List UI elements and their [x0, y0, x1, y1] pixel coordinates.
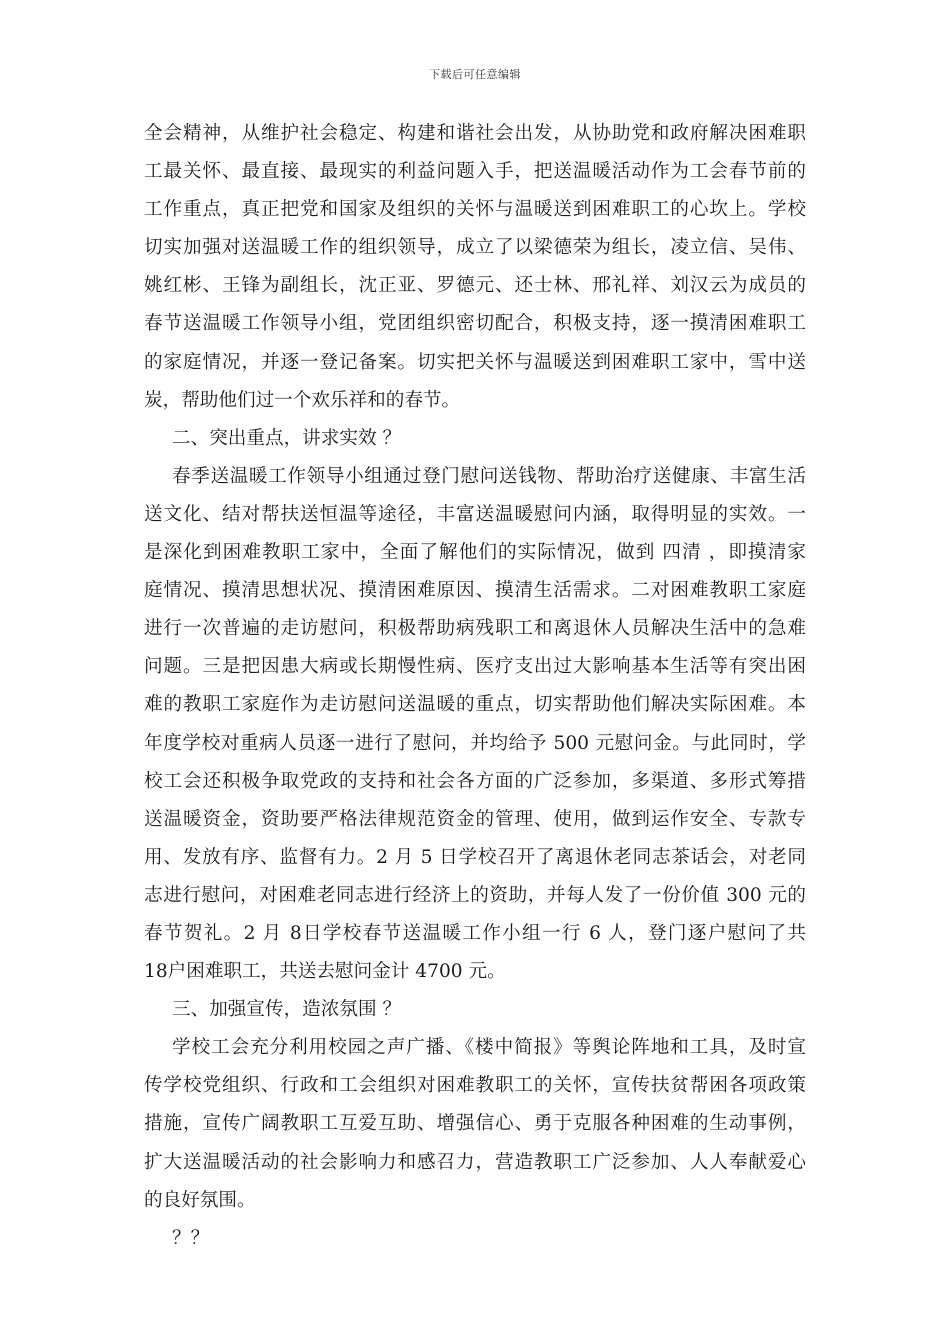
text-line: 切实加强对送温暖工作的组织领导，成立了以梁德荣为组长，凌立信、吴伟、: [144, 237, 806, 259]
text-line: 的良好氛围。: [144, 1189, 256, 1211]
text-line: 送温暖资金，资助要严格法律规范资金的管理、使用，做到运作安全、专款专: [144, 808, 806, 830]
text-line: 用、发放有序、监督有力。2 月 5 日学校召开了离退休老同志茶话会，对老同: [144, 846, 806, 868]
text-line: 18户困难职工，共送去慰问金计 4700 元。: [144, 961, 506, 983]
text-line: 送文化、结对帮扶送恒温等途径，丰富送温暖慰问内涵，取得明显的实效。一: [144, 503, 806, 525]
text-line: 工作重点，真正把党和国家及组织的关怀与温暖送到困难职工的心坎上。学校: [144, 199, 806, 221]
text-line: 三、加强宣传，造浓氛围 ？: [172, 999, 402, 1021]
text-line: ？？: [172, 1227, 210, 1249]
text-line: 措施，宣传广阔教职工互爱互助、增强信心、勇于克服各种困难的生动事例，: [144, 1113, 806, 1135]
text-line: 炭，帮助他们过一个欢乐祥和的春节。: [144, 389, 461, 411]
text-line: 进行一次普遍的走访慰问，积极帮助病残职工和离退休人员解决生活中的急难: [144, 618, 806, 640]
text-line: 二、突出重点，讲求实效 ？: [172, 427, 402, 449]
text-line: 的家庭情况，并逐一登记备案。切实把关怀与温暖送到困难职工家中，雪中送: [144, 351, 806, 373]
text-line: 年度学校对重病人员逐一进行了慰问，并均给予 500 元慰问金。与此同时，学: [144, 732, 806, 754]
header-note: 下载后可任意编辑: [429, 68, 521, 81]
document-body: [144, 115, 806, 1258]
text-line: 问题。三是把因患大病或长期慢性病、医疗支出过大影响基本生活等有突出困: [144, 656, 806, 678]
text-line: 校工会还积极争取党政的支持和社会各方面的广泛参加，多渠道、多形式筹措: [144, 770, 806, 792]
text-line: 春季送温暖工作领导小组通过登门慰问送钱物、帮助治疗送健康、丰富生活: [172, 465, 806, 487]
text-line: 姚红彬、王锋为副组长，沈正亚、罗德元、还士林、邢礼祥、刘汉云为成员的: [144, 275, 806, 297]
text-line: 春节贺礼。2 月 8日学校春节送温暖工作小组一行 6 人，登门逐户慰问了共: [144, 922, 806, 944]
text-line: 全会精神，从维护社会稳定、构建和谐社会出发，从协助党和政府解决困难职: [144, 123, 806, 144]
text-line: 庭情况、摸清思想状况、摸清困难原因、摸清生活需求。二对困难教职工家庭: [144, 580, 806, 602]
text-line: 志进行慰问，对困难老同志进行经济上的资助，并每人发了一份价值 300 元的: [144, 884, 806, 906]
text-line: 学校工会充分利用校园之声广播、《楼中简报》等舆论阵地和工具，及时宣: [172, 1037, 806, 1059]
text-line: 工最关怀、最直接、最现实的利益问题入手，把送温暖活动作为工会春节前的: [144, 161, 806, 183]
text-line: 扩大送温暖活动的社会影响力和感召力，营造教职工广泛参加、人人奉献爱心: [144, 1151, 806, 1173]
text-line: 是深化到困难教职工家中，全面了解他们的实际情况，做到 四清 ，即摸清家: [144, 542, 806, 564]
text-line: 难的教职工家庭作为走访慰问送温暖的重点，切实帮助他们解决实际困难。本: [144, 694, 806, 716]
text-line: 春节送温暖工作领导小组，党团组织密切配合，积极支持，逐一摸清困难职工: [144, 313, 806, 335]
text-line: 传学校党组织、行政和工会组织对困难教职工的关怀，宣传扶贫帮困各项政策: [144, 1075, 806, 1097]
